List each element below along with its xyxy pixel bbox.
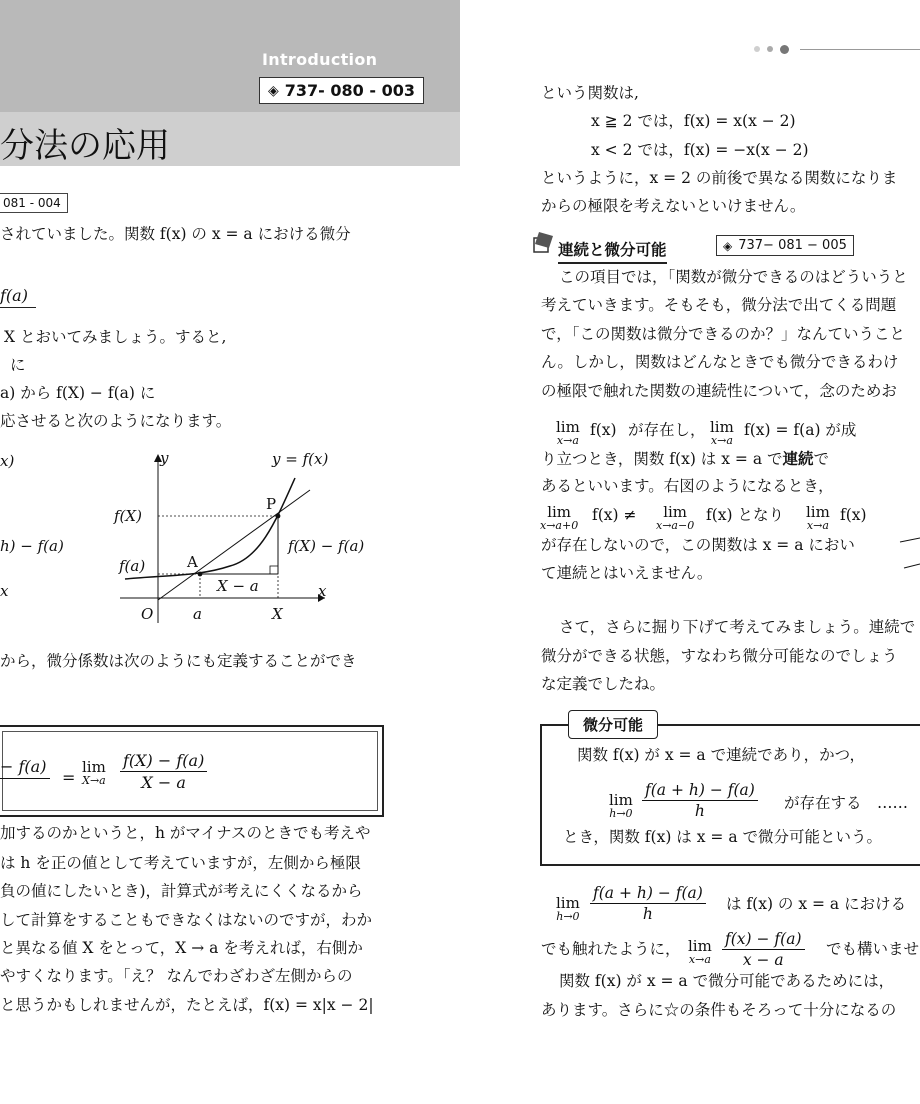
text-line: やすくなります。「え？ なんでわざわざ左側からの xyxy=(0,967,353,985)
fX-label: f(X) xyxy=(114,507,142,525)
x-axis-label: x xyxy=(318,582,327,600)
section-code: 737− 081 − 005 xyxy=(738,238,847,253)
lim-sub: x→a−0 xyxy=(656,519,695,532)
lim-word: lim xyxy=(556,418,580,436)
A-label: A xyxy=(187,553,198,571)
point-P xyxy=(276,514,281,519)
lim-word: lim xyxy=(663,503,688,521)
text-line: で，「この関数は微分できるのか？」なんていうこと xyxy=(541,325,905,343)
text-line: x ≧ 2 では，f(x) = x(x − 2) xyxy=(591,112,796,130)
lim-word: lim xyxy=(710,418,734,436)
box-den: h xyxy=(694,802,705,820)
lim-expr xyxy=(556,420,580,446)
formula-num: f(X) − f(a) xyxy=(120,751,207,772)
text-line: て連続とはいえません。 xyxy=(541,564,713,582)
discontinuity-graph-fragment xyxy=(898,528,920,578)
text-fragment: f(x) ≠ xyxy=(592,506,637,524)
text-fragment: は f(x) の x = a における xyxy=(726,895,907,913)
fa-label: f(a) xyxy=(119,557,146,575)
text-line: が存在しないので，この関数は x = a におい xyxy=(541,536,855,554)
right-angle-mark xyxy=(270,566,278,574)
lim-word: lim xyxy=(688,937,712,955)
text-fragment: で xyxy=(813,450,830,468)
text-line: という関数は, xyxy=(541,84,639,102)
text-line: というように，x = 2 の前後で異なる関数になりま xyxy=(541,169,898,187)
origin-label: O xyxy=(141,605,154,623)
section-code: 081 - 004 xyxy=(0,193,68,213)
text-fragment: が存在する …… xyxy=(784,794,909,812)
text-fragment: でも構いませ xyxy=(826,940,920,958)
section-title: 連続と微分可能 xyxy=(558,238,667,264)
text-line: 微分ができる状態，すなわち微分可能なのでしょう xyxy=(541,647,898,665)
text-line: x < 2 では，f(x) = −x(x − 2) xyxy=(591,141,809,159)
text-line xyxy=(541,451,829,468)
lim-expr xyxy=(656,505,694,531)
rise-label: f(X) − f(a) xyxy=(288,537,365,555)
lim-sub: X→a xyxy=(82,774,106,787)
run-label: X − a xyxy=(217,577,259,595)
chapter-title: 分法の応用 xyxy=(0,126,170,166)
text-line: 負の値にしたいとき)，計算式が考えにくくなるから xyxy=(0,882,363,900)
text-line: あります。さらに☆の条件もそろって十分になるの xyxy=(541,1001,897,1019)
u2-den: x − a xyxy=(742,951,784,969)
u2-frac xyxy=(722,930,805,969)
text-fragment: が存在し， xyxy=(628,421,706,439)
lim-expr xyxy=(806,505,830,531)
text-line: 応させると次のようになります。 xyxy=(0,412,232,430)
lim-sub: h→0 xyxy=(609,807,633,820)
side-label: x xyxy=(0,582,9,600)
formula-den: X − a xyxy=(141,773,186,792)
text-line: 考えていきます。そもそも，微分法で出てくる問題 xyxy=(541,296,897,314)
diamond-icon: ◈ xyxy=(723,238,733,253)
problem-code: 737- 080 - 003 xyxy=(284,81,415,100)
text-fragment: f(x) = f(a) が成 xyxy=(744,421,857,439)
problem-code-box xyxy=(259,77,424,104)
text-line: の極限で触れた関数の連続性について，念のためお xyxy=(541,382,897,400)
text-line: 加するのかというと，h がマイナスのときでも考えや xyxy=(0,824,371,842)
lim-expr xyxy=(688,939,712,965)
curve xyxy=(125,478,295,579)
lim-sub: x→a xyxy=(556,434,579,447)
introduction-label: Introduction xyxy=(262,50,378,69)
a-tick-label: a xyxy=(193,605,202,623)
text-fragment: f(x) xyxy=(590,421,617,439)
text-fragment: り立つとき，関数 f(x) は x = a で xyxy=(541,450,783,468)
section-code-box xyxy=(716,235,854,256)
lim-word: lim xyxy=(806,503,830,521)
text-line: されていました。関数 f(x) の x = a における微分 xyxy=(0,225,351,243)
lim-word: lim xyxy=(547,503,572,521)
after-den: h xyxy=(642,905,653,923)
text-line: からの極限を考えないといけません。 xyxy=(541,197,806,215)
lim-expr xyxy=(556,896,580,922)
lim-expr xyxy=(540,505,578,531)
text-line: a) から f(X) − f(a) に xyxy=(0,384,156,402)
side-label: h) − f(a) xyxy=(0,537,64,555)
text-line: な定義でしたね。 xyxy=(541,675,666,693)
box-num: f(a + h) − f(a) xyxy=(642,781,758,801)
text-line: とき，関数 f(x) は x = a で微分可能という。 xyxy=(563,828,882,846)
lim-expr xyxy=(609,793,633,819)
point-A xyxy=(198,572,203,577)
text-line: ん。しかし，関数はどんなときでも微分できるわけ xyxy=(541,353,899,371)
definition-label: 微分可能 xyxy=(568,710,658,739)
u2-num: f(x) − f(a) xyxy=(722,930,805,950)
diamond-icon: ◈ xyxy=(268,82,279,99)
lim-sub: x→a xyxy=(688,953,711,966)
y-axis-label: y xyxy=(160,449,169,467)
text-line: して計算をすることもできなくはないのですが，わか xyxy=(0,911,373,929)
side-label: x) xyxy=(0,452,15,470)
lim-expr xyxy=(710,420,734,446)
text-line: X とおいてみましょう。すると, xyxy=(4,328,227,346)
box-frac xyxy=(642,781,758,820)
text-line: さて，さらに掘り下げて考えてみましょう。連続で xyxy=(559,618,916,636)
text-line: は h を正の値として考えていますが，左側から極限 xyxy=(0,854,361,872)
lim-word: lim xyxy=(609,791,633,809)
text-fragment: でも触れたように， xyxy=(541,940,681,958)
formula-frac xyxy=(120,751,207,792)
fa-heading: f(a) xyxy=(0,286,36,308)
text-fragment: f(x) xyxy=(840,506,867,524)
text-line: に xyxy=(10,356,26,374)
text-line: 関数 f(x) が x = a で連続であり，かつ， xyxy=(577,746,865,764)
curve-label: y = f(x) xyxy=(272,450,329,468)
lim-word: lim xyxy=(556,894,580,912)
text-line: 関数 f(x) が x = a で微分可能であるためには， xyxy=(559,972,895,990)
page-dot xyxy=(767,46,773,52)
lim-sub: x→a xyxy=(806,519,829,532)
P-label: P xyxy=(266,495,277,513)
lim-sub: h→0 xyxy=(556,910,580,923)
text-line: と思うかもしれませんが，たとえば，f(x) = x|x − 2| xyxy=(0,996,374,1014)
lim-word: lim xyxy=(82,758,106,776)
pencil-note-icon xyxy=(531,229,555,255)
bold-term: 連続 xyxy=(782,449,814,468)
formula-left: − f(a) xyxy=(0,757,47,776)
formula-left-bar xyxy=(0,778,50,779)
text-line: と異なる値 X をとって，X → a を考えれば，右側か xyxy=(0,939,363,957)
text-line: この項目では，「関数が微分できるのはどういうと xyxy=(559,268,908,286)
after-num: f(a + h) − f(a) xyxy=(590,884,706,904)
page-dot-active xyxy=(780,45,789,54)
header-rule xyxy=(800,49,920,50)
lim-sub: x→a+0 xyxy=(540,519,579,532)
page-dot xyxy=(754,46,760,52)
text-line: から，微分係数は次のようにも定義することができ xyxy=(0,652,357,670)
text-line: あるといいます。右図のようになるとき， xyxy=(541,477,834,495)
after-frac xyxy=(590,884,706,923)
formula-eq: = xyxy=(62,768,76,787)
X-tick-label: X xyxy=(272,605,283,623)
formula-lim xyxy=(82,760,106,786)
lim-sub: x→a xyxy=(710,434,733,447)
text-fragment: f(x) となり xyxy=(706,506,784,524)
